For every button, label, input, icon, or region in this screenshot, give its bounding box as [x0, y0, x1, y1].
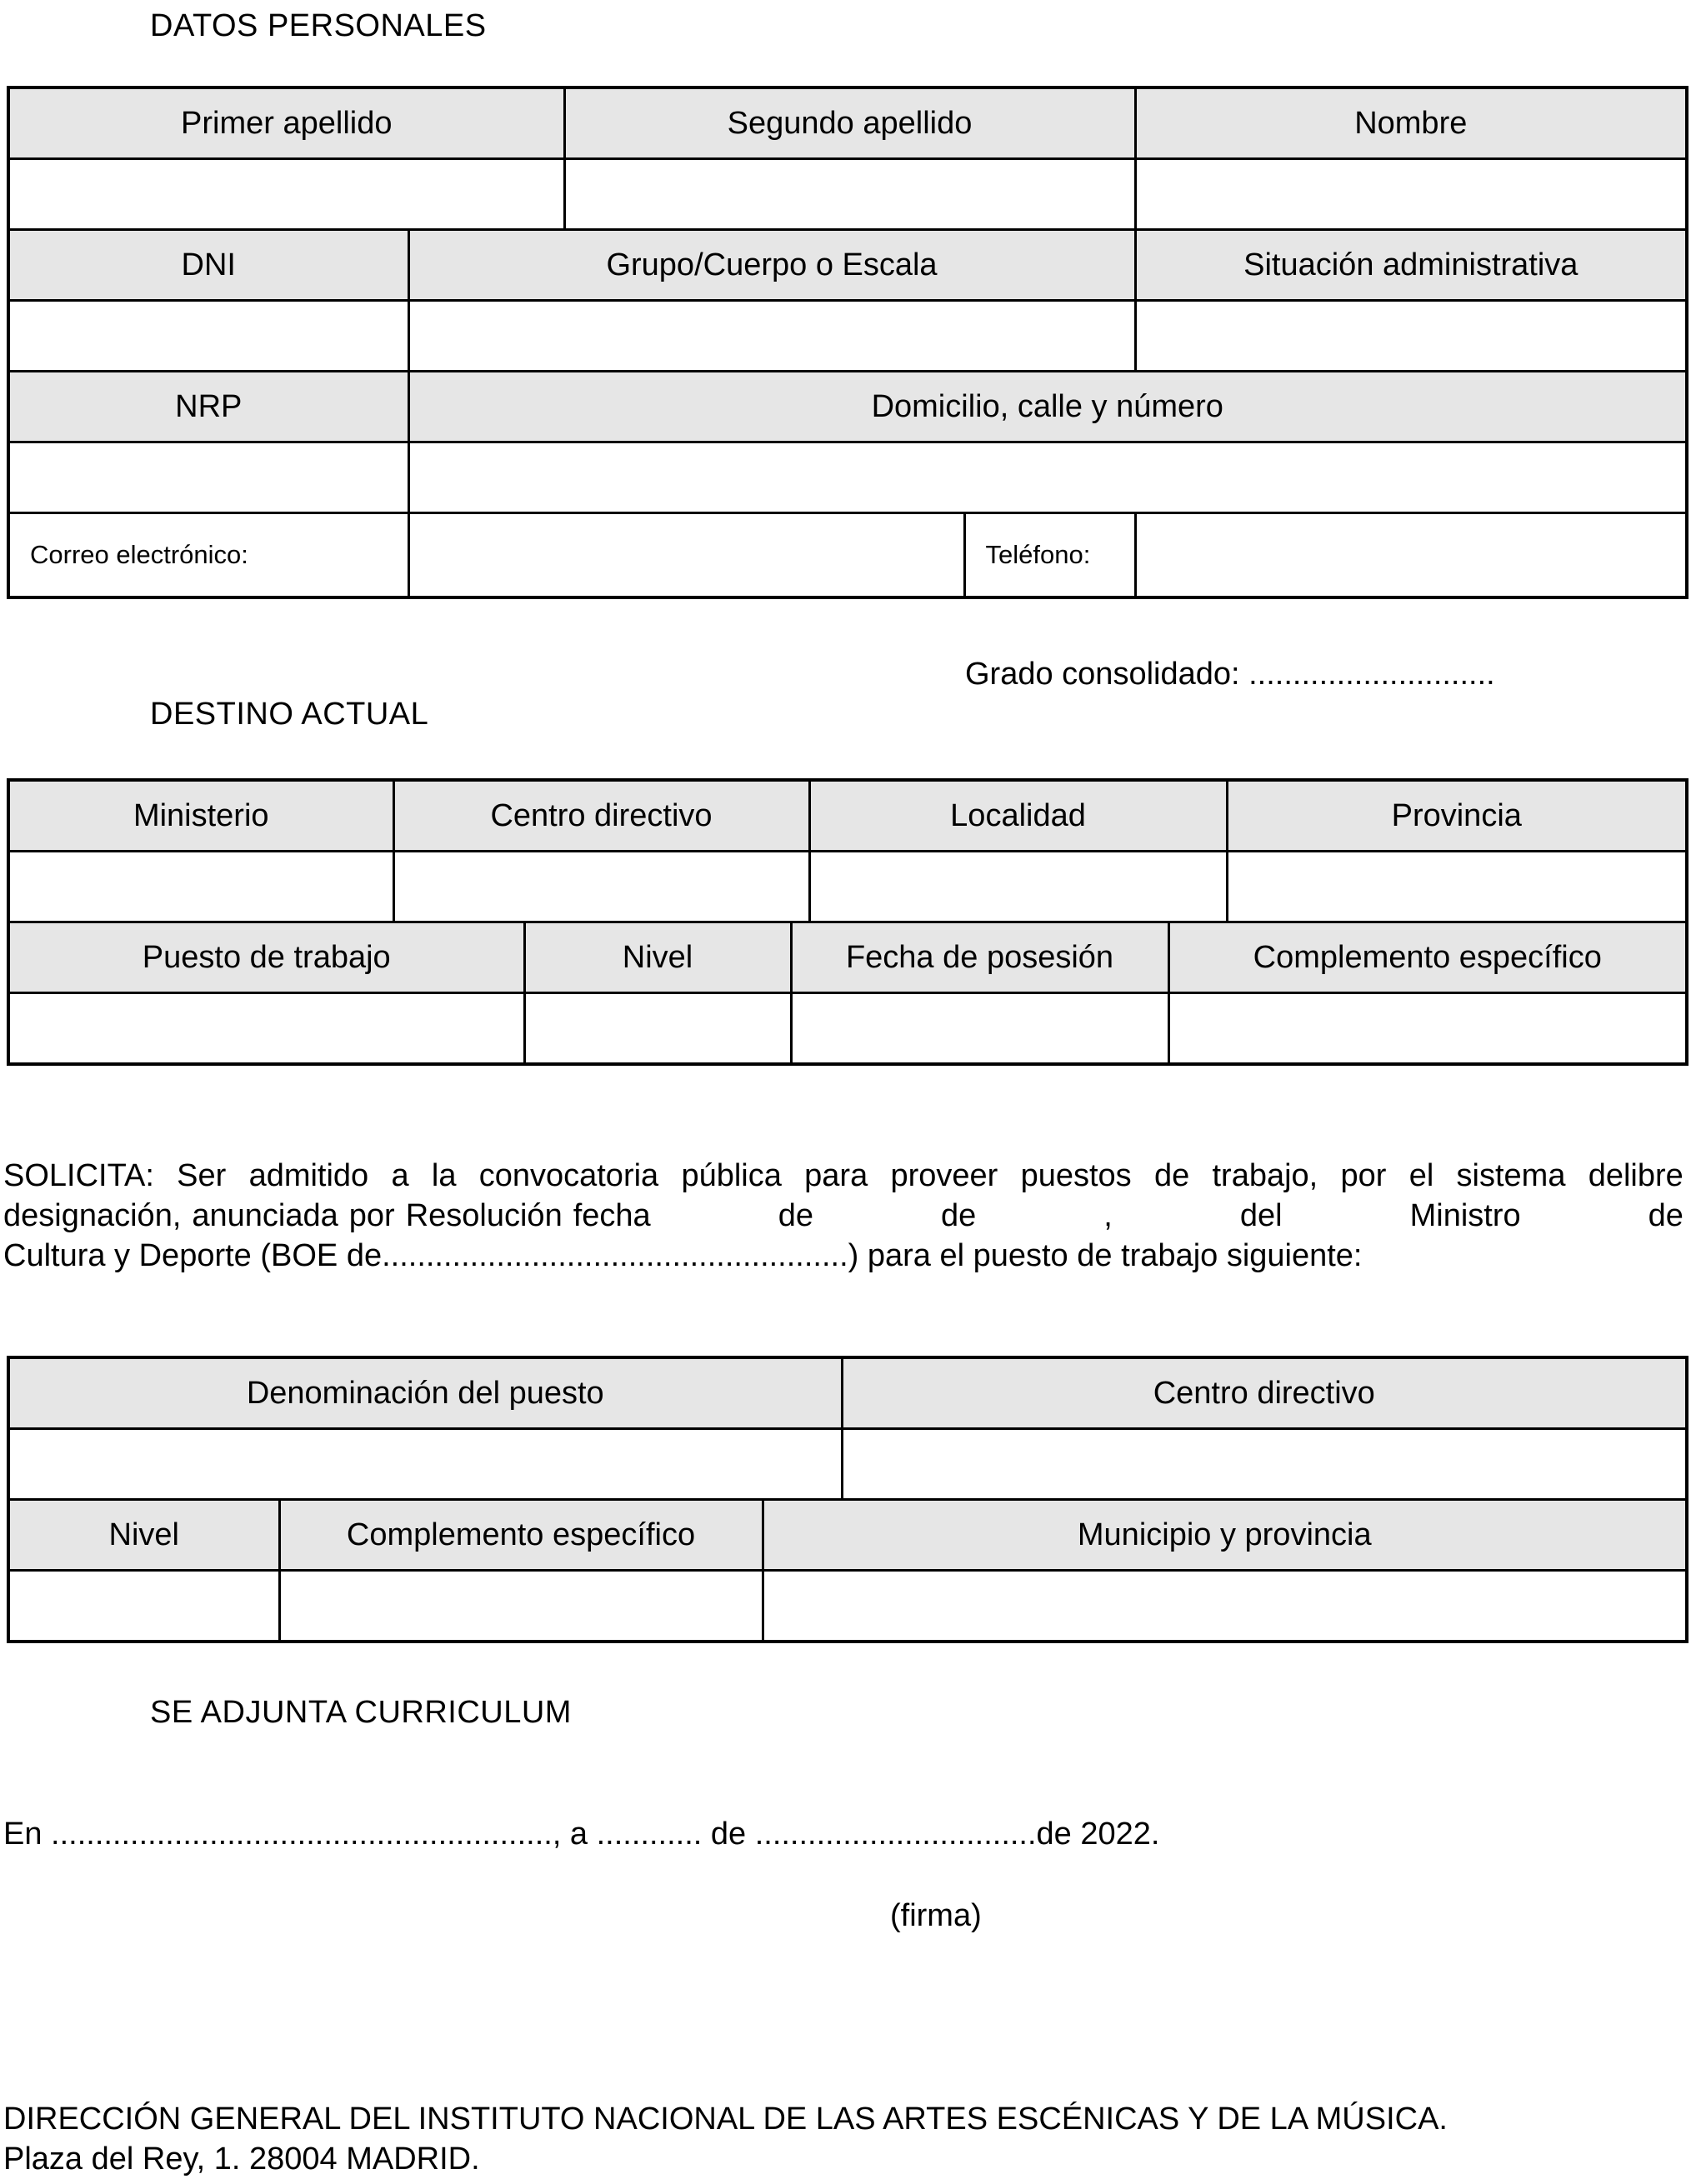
word: Resolución: [405, 1198, 563, 1233]
header-segundo-apellido: Segundo apellido: [564, 87, 1135, 159]
word: SOLICITA:: [3, 1158, 154, 1193]
header-puesto: Puesto de trabajo: [8, 922, 524, 993]
header-nivel-solicitado: Nivel: [8, 1500, 279, 1571]
field-primer-apellido[interactable]: [8, 159, 564, 230]
field-grupo[interactable]: [408, 301, 1135, 372]
header-primer-apellido: Primer apellido: [8, 87, 564, 159]
field-provincia[interactable]: [1227, 852, 1687, 922]
word: admitido: [248, 1158, 369, 1193]
header-dni: DNI: [8, 230, 408, 301]
word: ,: [1103, 1198, 1113, 1233]
footer-line-1: DIRECCIÓN GENERAL DEL INSTITUTO NACIONAL DE LAS ARTES ESCÉNICAS Y DE LA MÚSICA.: [3, 2102, 1448, 2137]
label-telefono: Teléfono:: [964, 513, 1135, 598]
header-centro-directivo: Centro directivo: [393, 780, 809, 852]
grado-consolidado: Grado consolidado: ............................: [965, 657, 1495, 692]
section-heading-se-adjunta: SE ADJUNTA CURRICULUM: [150, 1695, 572, 1730]
word: por: [1340, 1158, 1387, 1193]
field-municipio[interactable]: [763, 1571, 1687, 1642]
word: trabajo,: [1212, 1158, 1318, 1193]
word: convocatoria: [478, 1158, 659, 1193]
header-localidad: Localidad: [809, 780, 1227, 852]
word: de: [1648, 1198, 1683, 1233]
header-fecha-posesion: Fecha de posesión: [791, 922, 1168, 993]
field-telefono[interactable]: [1135, 513, 1687, 598]
word: Ministro: [1409, 1198, 1521, 1233]
word: proveer: [890, 1158, 998, 1193]
field-nivel[interactable]: [524, 993, 791, 1065]
field-nrp[interactable]: [8, 442, 408, 513]
field-nivel-solicitado[interactable]: [8, 1571, 279, 1642]
solicita-line-3: Cultura y Deporte (BOE de.....................................................) para el puesto de trabajo siguiente:: [3, 1238, 1363, 1273]
solicita-line-2: [3, 1196, 1683, 1236]
header-ministerio: Ministerio: [8, 780, 393, 852]
word: del: [1239, 1198, 1283, 1233]
word: la: [431, 1158, 457, 1193]
field-dni[interactable]: [8, 301, 408, 372]
field-localidad[interactable]: [809, 852, 1227, 922]
personal-data-table: [7, 86, 1688, 599]
word: designación,: [3, 1198, 182, 1233]
header-municipio: Municipio y provincia: [763, 1500, 1687, 1571]
field-nombre[interactable]: [1135, 159, 1687, 230]
header-nombre: Nombre: [1135, 87, 1687, 159]
header-denominacion: Denominación del puesto: [8, 1357, 842, 1429]
word: de: [1153, 1158, 1190, 1193]
section-heading-datos-personales: DATOS PERSONALES: [150, 8, 487, 43]
solicita-paragraph: [3, 1156, 1683, 1276]
field-denominacion[interactable]: [8, 1429, 842, 1500]
field-segundo-apellido[interactable]: [564, 159, 1135, 230]
field-puesto[interactable]: [8, 993, 524, 1065]
header-centro-directivo-solicitado: Centro directivo: [842, 1357, 1687, 1429]
puesto-solicitado-table: [7, 1356, 1688, 1643]
field-complemento[interactable]: [1168, 993, 1687, 1065]
word: a: [391, 1158, 409, 1193]
word: por: [348, 1198, 395, 1233]
field-centro-directivo-solicitado[interactable]: [842, 1429, 1687, 1500]
header-complemento-solicitado: Complemento específico: [279, 1500, 763, 1571]
word: pública: [681, 1158, 782, 1193]
field-ministerio[interactable]: [8, 852, 393, 922]
field-centro-directivo[interactable]: [393, 852, 809, 922]
solicita-line-1: [3, 1156, 1683, 1196]
destino-actual-table: [7, 778, 1688, 1066]
firma-label: (firma): [890, 1898, 982, 1933]
word: de: [940, 1198, 977, 1233]
header-situacion: Situación administrativa: [1135, 230, 1687, 301]
word: anunciada: [192, 1198, 338, 1233]
field-correo[interactable]: [408, 513, 964, 598]
word: delibre: [1588, 1158, 1683, 1193]
word: sistema: [1456, 1158, 1566, 1193]
header-complemento: Complemento específico: [1168, 922, 1687, 993]
section-heading-destino-actual: DESTINO ACTUAL: [150, 697, 429, 732]
word: el: [1408, 1158, 1434, 1193]
header-grupo: Grupo/Cuerpo o Escala: [408, 230, 1135, 301]
word: fecha: [573, 1198, 651, 1233]
header-nivel: Nivel: [524, 922, 791, 993]
header-domicilio: Domicilio, calle y número: [408, 372, 1687, 442]
lugar-fecha-line: En ........................................................., a ............ de ................................de 2022.: [3, 1817, 1160, 1852]
word: Ser: [177, 1158, 227, 1193]
header-nrp: NRP: [8, 372, 408, 442]
field-fecha-posesion[interactable]: [791, 993, 1168, 1065]
word: de: [778, 1198, 813, 1233]
label-correo: Correo electrónico:: [8, 513, 408, 598]
field-situacion[interactable]: [1135, 301, 1687, 372]
footer-line-2: Plaza del Rey, 1. 28004 MADRID.: [3, 2142, 480, 2177]
field-complemento-solicitado[interactable]: [279, 1571, 763, 1642]
word: para: [804, 1158, 868, 1193]
word: puestos: [1020, 1158, 1132, 1193]
header-provincia: Provincia: [1227, 780, 1687, 852]
field-domicilio[interactable]: [408, 442, 1687, 513]
